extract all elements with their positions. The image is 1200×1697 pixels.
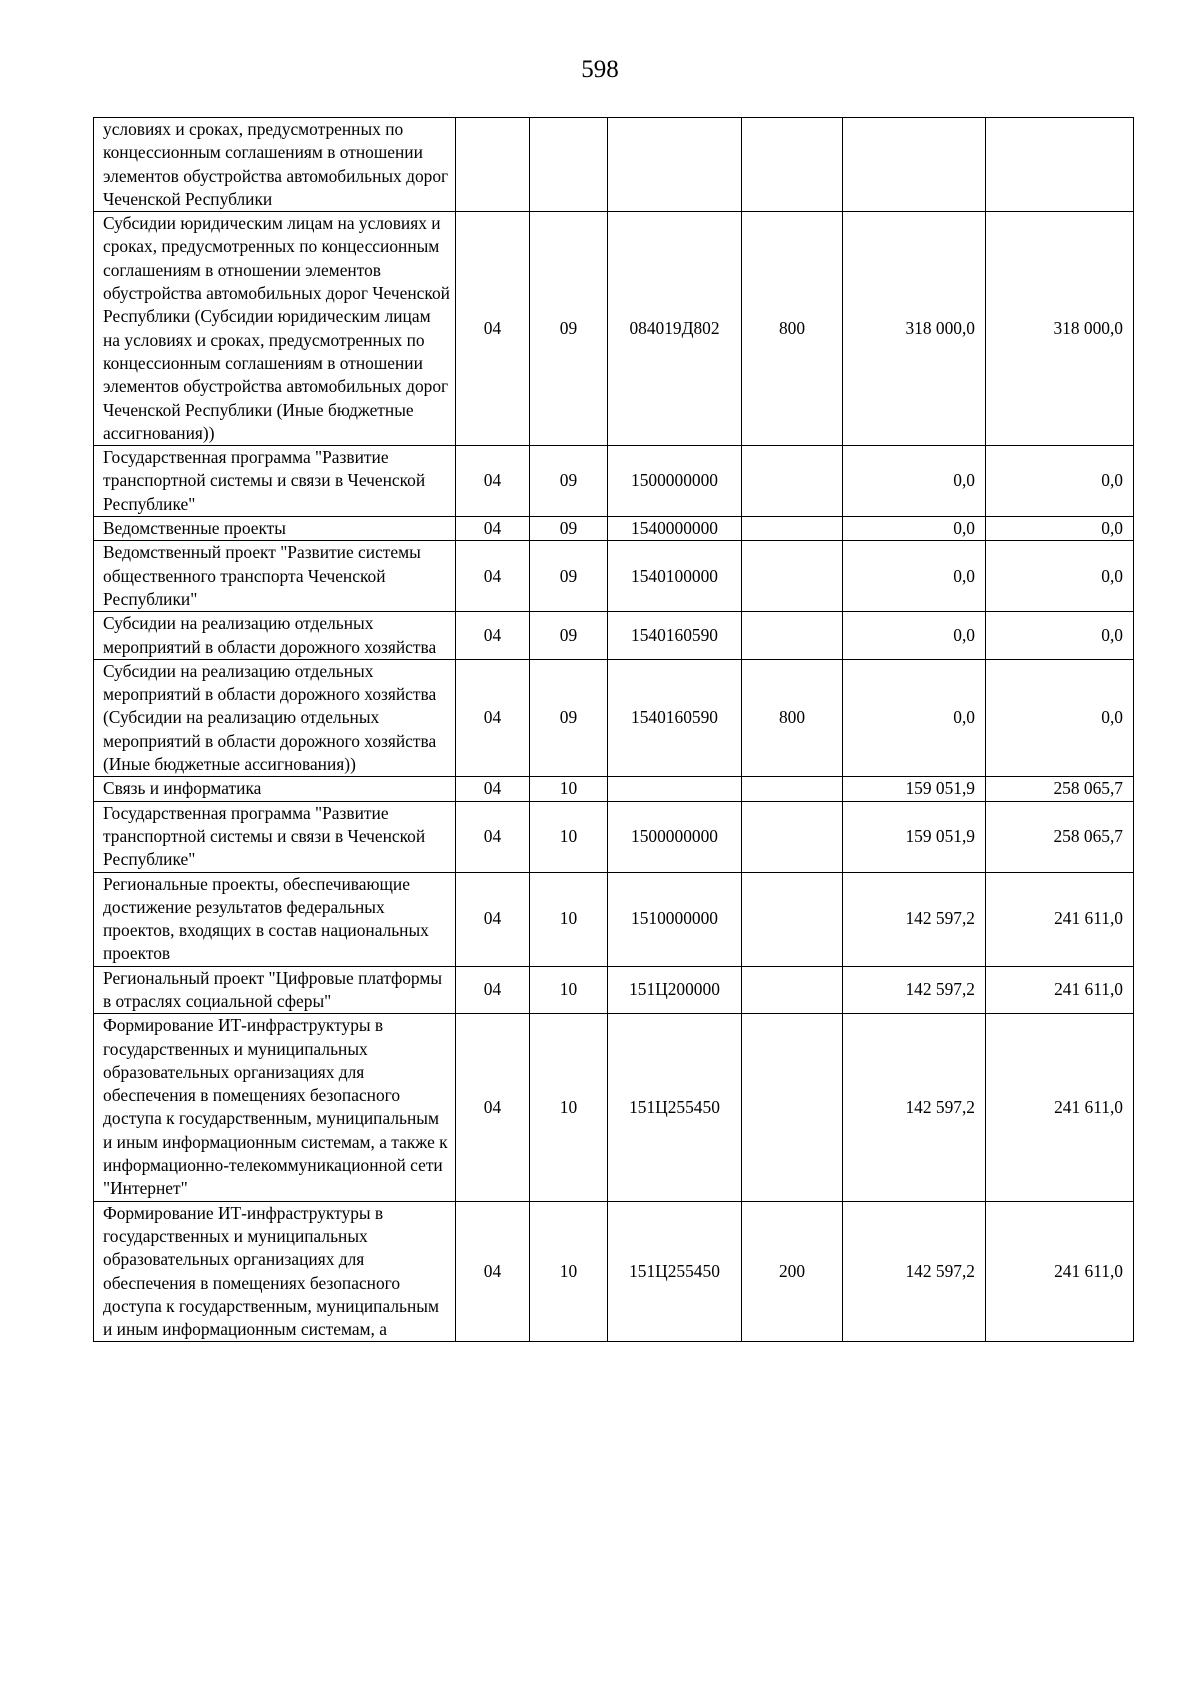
table-row bbox=[94, 777, 1134, 801]
target-article-cell: 1540160590 bbox=[608, 612, 742, 660]
row-name-cell: Ведомственные проекты bbox=[94, 517, 456, 541]
row-name-cell: Региональные проекты, обеспечивающие достижение результатов федеральных проектов, входящих в состав национальных проектов bbox=[94, 872, 456, 966]
table-row bbox=[94, 872, 1134, 966]
subsection-code-cell: 09 bbox=[530, 541, 608, 612]
section-code-cell: 04 bbox=[456, 612, 530, 660]
amount-year2-cell: 241 611,0 bbox=[986, 966, 1134, 1014]
row-name-cell: Формирование ИТ-инфраструктуры в государственных и муниципальных образовательных организациях для обеспечения в помещениях безопасного доступа к государственным, муниципальным и иным информационным системам, а bbox=[94, 1201, 456, 1342]
section-code-cell: 04 bbox=[456, 659, 530, 776]
table-row bbox=[94, 1014, 1134, 1201]
section-code-cell: 04 bbox=[456, 777, 530, 801]
expense-type-cell bbox=[742, 872, 843, 966]
section-code-cell: 04 bbox=[456, 541, 530, 612]
expense-type-cell bbox=[742, 612, 843, 660]
expense-type-cell bbox=[742, 801, 843, 872]
subsection-code-cell: 10 bbox=[530, 1014, 608, 1201]
section-code-cell: 04 bbox=[456, 801, 530, 872]
amount-year2-cell: 0,0 bbox=[986, 446, 1134, 517]
table-row bbox=[94, 446, 1134, 517]
table-row bbox=[94, 517, 1134, 541]
target-article-cell: 151Ц255450 bbox=[608, 1201, 742, 1342]
amount-year1-cell: 318 000,0 bbox=[843, 212, 986, 446]
expense-type-cell: 200 bbox=[742, 1201, 843, 1342]
amount-year1-cell: 0,0 bbox=[843, 541, 986, 612]
expense-type-cell bbox=[742, 517, 843, 541]
target-article-cell: 1510000000 bbox=[608, 872, 742, 966]
subsection-code-cell: 10 bbox=[530, 801, 608, 872]
expense-type-cell: 800 bbox=[742, 659, 843, 776]
target-article-cell: 1540100000 bbox=[608, 541, 742, 612]
target-article-cell bbox=[608, 777, 742, 801]
target-article-cell bbox=[608, 118, 742, 212]
section-code-cell: 04 bbox=[456, 446, 530, 517]
target-article-cell: 151Ц255450 bbox=[608, 1014, 742, 1201]
amount-year1-cell: 159 051,9 bbox=[843, 801, 986, 872]
amount-year2-cell: 0,0 bbox=[986, 659, 1134, 776]
table-row bbox=[94, 966, 1134, 1014]
amount-year2-cell: 258 065,7 bbox=[986, 777, 1134, 801]
subsection-code-cell: 09 bbox=[530, 659, 608, 776]
expense-type-cell bbox=[742, 966, 843, 1014]
amount-year2-cell bbox=[986, 118, 1134, 212]
amount-year1-cell: 142 597,2 bbox=[843, 1014, 986, 1201]
expense-type-cell bbox=[742, 777, 843, 801]
amount-year1-cell: 0,0 bbox=[843, 612, 986, 660]
subsection-code-cell: 10 bbox=[530, 777, 608, 801]
target-article-cell: 1500000000 bbox=[608, 446, 742, 517]
row-name-cell: условиях и сроках, предусмотренных по концессионным соглашениям в отношении элементов обустройства автомобильных дорог Чеченской Республики bbox=[94, 118, 456, 212]
row-name-cell: Связь и информатика bbox=[94, 777, 456, 801]
target-article-cell: 084019Д802 bbox=[608, 212, 742, 446]
amount-year1-cell: 159 051,9 bbox=[843, 777, 986, 801]
subsection-code-cell: 09 bbox=[530, 446, 608, 517]
table-row bbox=[94, 212, 1134, 446]
row-name-cell: Региональный проект "Цифровые платформы в отраслях социальной сферы" bbox=[94, 966, 456, 1014]
table-row bbox=[94, 612, 1134, 660]
amount-year2-cell: 241 611,0 bbox=[986, 872, 1134, 966]
target-article-cell: 1500000000 bbox=[608, 801, 742, 872]
amount-year2-cell: 0,0 bbox=[986, 517, 1134, 541]
target-article-cell: 1540160590 bbox=[608, 659, 742, 776]
amount-year1-cell: 142 597,2 bbox=[843, 1201, 986, 1342]
amount-year1-cell: 142 597,2 bbox=[843, 966, 986, 1014]
subsection-code-cell bbox=[530, 118, 608, 212]
amount-year1-cell: 0,0 bbox=[843, 517, 986, 541]
expense-type-cell bbox=[742, 1014, 843, 1201]
row-name-cell: Субсидии на реализацию отдельных мероприятий в области дорожного хозяйства bbox=[94, 612, 456, 660]
row-name-cell: Ведомственный проект "Развитие системы общественного транспорта Чеченской Республики" bbox=[94, 541, 456, 612]
page-number: 598 bbox=[581, 56, 619, 83]
amount-year2-cell: 241 611,0 bbox=[986, 1014, 1134, 1201]
expense-type-cell bbox=[742, 118, 843, 212]
amount-year2-cell: 241 611,0 bbox=[986, 1201, 1134, 1342]
expense-type-cell bbox=[742, 541, 843, 612]
expense-type-cell: 800 bbox=[742, 212, 843, 446]
table-row bbox=[94, 541, 1134, 612]
row-name-cell: Субсидии юридическим лицам на условиях и сроках, предусмотренных по концессионным соглашениям в отношении элементов обустройства автомобильных дорог Чеченской Республики (Субсидии юридическим лицам на условиях и сроках, предусмотренных по концессионным соглашениям в отношении элементов обустройства автомобильных дорог Чеченской Республики (Иные бюджетные ассигнования)) bbox=[94, 212, 456, 446]
table-row bbox=[94, 118, 1134, 212]
subsection-code-cell: 10 bbox=[530, 1201, 608, 1342]
table-row bbox=[94, 1201, 1134, 1342]
expense-type-cell bbox=[742, 446, 843, 517]
section-code-cell: 04 bbox=[456, 517, 530, 541]
section-code-cell: 04 bbox=[456, 872, 530, 966]
budget-table bbox=[93, 117, 1134, 1342]
amount-year1-cell: 0,0 bbox=[843, 446, 986, 517]
subsection-code-cell: 09 bbox=[530, 612, 608, 660]
row-name-cell: Государственная программа "Развитие транспортной системы и связи в Чеченской Республике" bbox=[94, 446, 456, 517]
amount-year1-cell: 142 597,2 bbox=[843, 872, 986, 966]
amount-year2-cell: 0,0 bbox=[986, 541, 1134, 612]
section-code-cell: 04 bbox=[456, 1201, 530, 1342]
amount-year1-cell bbox=[843, 118, 986, 212]
section-code-cell: 04 bbox=[456, 1014, 530, 1201]
target-article-cell: 151Ц200000 bbox=[608, 966, 742, 1014]
amount-year2-cell: 258 065,7 bbox=[986, 801, 1134, 872]
subsection-code-cell: 10 bbox=[530, 872, 608, 966]
table-row bbox=[94, 801, 1134, 872]
subsection-code-cell: 09 bbox=[530, 517, 608, 541]
subsection-code-cell: 10 bbox=[530, 966, 608, 1014]
section-code-cell: 04 bbox=[456, 212, 530, 446]
amount-year2-cell: 0,0 bbox=[986, 612, 1134, 660]
table-row bbox=[94, 659, 1134, 776]
row-name-cell: Формирование ИТ-инфраструктуры в государственных и муниципальных образовательных организациях для обеспечения в помещениях безопасного доступа к государственным, муниципальным и иным информационным системам, а также к информационно-телекоммуникационной сети "Интернет" bbox=[94, 1014, 456, 1201]
row-name-cell: Субсидии на реализацию отдельных мероприятий в области дорожного хозяйства (Субсидии на реализацию отдельных мероприятий в области дорожного хозяйства (Иные бюджетные ассигнования)) bbox=[94, 659, 456, 776]
amount-year1-cell: 0,0 bbox=[843, 659, 986, 776]
subsection-code-cell: 09 bbox=[530, 212, 608, 446]
section-code-cell bbox=[456, 118, 530, 212]
section-code-cell: 04 bbox=[456, 966, 530, 1014]
row-name-cell: Государственная программа "Развитие транспортной системы и связи в Чеченской Республике" bbox=[94, 801, 456, 872]
amount-year2-cell: 318 000,0 bbox=[986, 212, 1134, 446]
target-article-cell: 1540000000 bbox=[608, 517, 742, 541]
